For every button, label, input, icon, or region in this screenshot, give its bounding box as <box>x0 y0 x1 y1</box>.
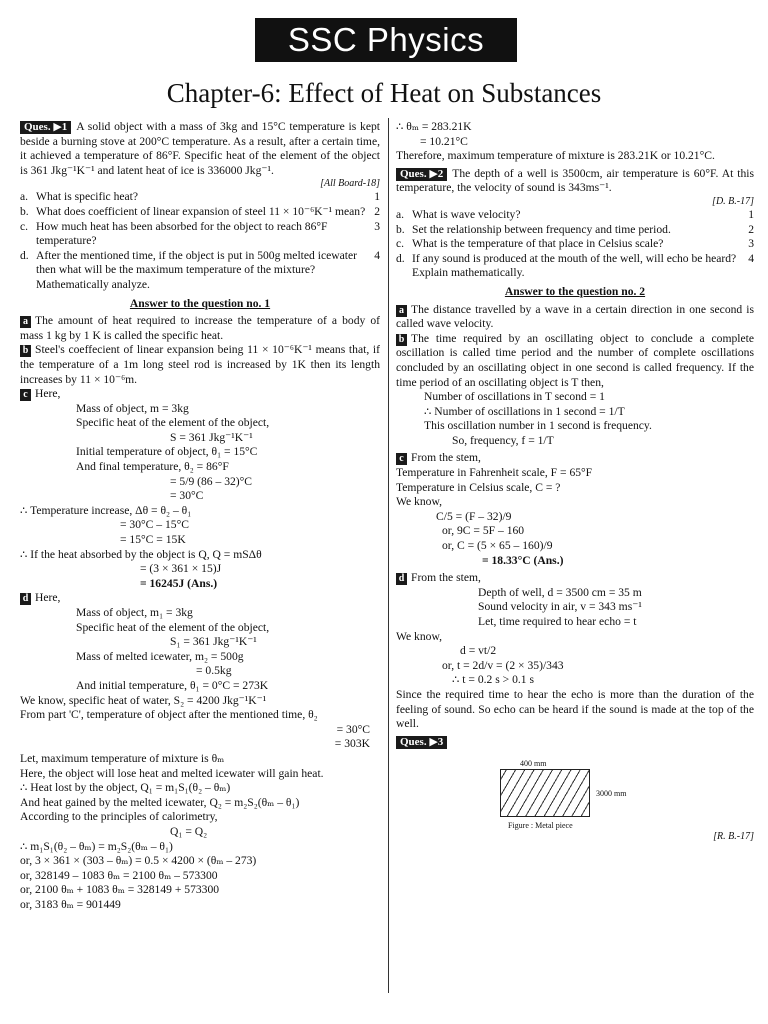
answer-1-heading: Answer to the question no. 1 <box>129 296 271 310</box>
answer-marker-d: d <box>20 593 31 605</box>
answer-2b-text: The time required by an oscillating object to conclude a complete oscillation is called time period and the number of complete oscillations concluded by an oscillating object in one second is called frequency. If the time period of an oscillating object is T then, <box>396 331 754 389</box>
work-line: Here, the object will lose heat and melted icewater will gain heat. <box>20 766 324 780</box>
work-line: = 18.33°C (Ans.) <box>482 553 564 567</box>
work-line: From the stem, <box>411 571 481 585</box>
answer-2a <box>396 303 754 332</box>
answer-2c <box>396 451 754 568</box>
work-line: Let, maximum temperature of mixture is θₘ <box>20 751 225 765</box>
work-line: Let, time required to hear echo = t <box>478 615 637 628</box>
work-line: = 10.21°C <box>420 134 468 148</box>
answer-2-conclusion: Since the required time to hear the echo is more than the duration of the feeling of sound. So echo can be heard if the sound is made at the top of the well. <box>396 687 754 731</box>
work-line: or, 2100 θₘ + 1083 θₘ = 328149 + 573300 <box>20 883 220 897</box>
work-line: Temperature in Celsius scale, C = ? <box>396 480 561 494</box>
question-1-item-d <box>20 249 380 293</box>
work-line: ∴ Heat lost by the object, Q₁ = m₁S₁(θ₂ – θₘ) <box>20 781 231 795</box>
metal-piece-shape <box>500 769 590 817</box>
item-text: After the mentioned time, if the object is put in 500g melted icewater then what will be the maximum temperature of the mixture? Mathematically analyze. <box>36 248 357 291</box>
question-2-item-d <box>396 252 754 281</box>
work-line: We know, specific heat of water, S₂ = 4200 Jkg⁻¹K⁻¹ <box>20 693 267 707</box>
work-line: or, 3183 θₘ = 901449 <box>20 897 121 911</box>
work-line: ∴ θₘ = 283.21K <box>396 120 472 133</box>
item-marks: 2 <box>374 204 380 218</box>
question-3-source: [R. B.-17] <box>713 831 754 843</box>
item-letter: d. <box>396 251 405 265</box>
item-letter: b. <box>20 204 29 218</box>
work-line: Here, <box>35 591 61 605</box>
item-letter: a. <box>20 190 29 204</box>
question-1-label: Ques. ▶1 <box>20 121 71 134</box>
work-line: or, 328149 – 1083 θₘ = 2100 θₘ – 573300 <box>20 868 218 882</box>
work-line: = 30°C <box>170 489 204 503</box>
item-marks: 3 <box>748 237 754 251</box>
left-column <box>20 120 380 912</box>
item-text: Set the relationship between frequency and time period. <box>412 222 671 236</box>
item-text: How much heat has been absorbed for the object to reach 86°F temperature? <box>36 219 328 248</box>
work-line: = 30°C – 15°C <box>120 518 189 532</box>
work-line: Q₁ = Q₂ <box>170 824 208 838</box>
item-text: What is the temperature of that place in Celsius scale? <box>412 237 664 251</box>
right-column <box>396 120 754 843</box>
answer-2-heading: Answer to the question no. 2 <box>504 284 646 298</box>
question-2-stem <box>396 167 754 196</box>
work-line: or, C = (5 × 65 – 160)/9 <box>442 539 553 553</box>
work-line: S = 361 Jkg⁻¹K⁻¹ <box>170 430 253 444</box>
work-line: or, t = 2d/v = (2 × 35)/343 <box>442 658 564 672</box>
answer-2d <box>396 571 754 732</box>
item-letter: c. <box>396 237 405 251</box>
answer-1b <box>20 343 380 387</box>
answer-1d-continued <box>396 120 754 164</box>
answer-marker-b: b <box>20 345 31 357</box>
work-line: This oscillation number in 1 second is frequency. <box>424 419 652 433</box>
answer-2b <box>396 332 754 390</box>
work-line: From part 'C', temperature of object after the mentioned time, θ₂ <box>20 708 318 722</box>
work-line: So, frequency, f = 1/T <box>452 433 554 447</box>
figure-caption: Figure : Metal piece <box>508 821 573 831</box>
work-line: = 16245J (Ans.) <box>140 576 218 590</box>
question-2-text: The depth of a well is 3500cm, air temperature is 60°F. At this temperature, the velocity of sound is 343ms⁻¹. <box>396 166 754 195</box>
question-1-stem <box>20 120 380 178</box>
answer-marker-a: a <box>396 305 407 317</box>
answer-1b-text: Steel's coeffecient of linear expansion being 11 × 10⁻⁶K⁻¹ means that, if the temperature of a 1m long steel rod is increased by 1K then its length increases by 11 × 10⁻⁶m. <box>20 343 380 386</box>
work-line: Number of oscillations in T second = 1 <box>424 390 605 404</box>
chapter-title: Chapter-6: Effect of Heat on Substances <box>166 78 602 108</box>
answer-1d <box>20 591 380 912</box>
figure-width-label: 400 mm <box>520 759 547 769</box>
subject-banner: SSC Physics <box>255 18 517 62</box>
item-marks: 3 <box>374 219 380 233</box>
answer-marker-d: d <box>396 573 407 585</box>
item-letter: d. <box>20 248 29 262</box>
answer-1a <box>20 314 380 343</box>
work-line: We know, <box>396 629 442 643</box>
work-line: = 0.5kg <box>196 664 232 678</box>
work-line: Mass of object, m₁ = 3kg <box>76 606 193 619</box>
answer-1-conclusion: Therefore, maximum temperature of mixture is 283.21K or 10.21°C. <box>396 149 715 163</box>
work-line: Mass of melted icewater, m₂ = 500g <box>76 649 244 663</box>
work-line: C/5 = (F – 32)/9 <box>436 509 512 523</box>
item-marks: 2 <box>748 222 754 236</box>
work-line: And initial temperature, θ₁ = 0°C = 273K <box>76 678 269 692</box>
work-line: ∴ Temperature increase, Δθ = θ₂ – θ₁ <box>20 503 192 517</box>
answer-1c <box>20 387 380 591</box>
answer-marker-c: c <box>396 453 407 465</box>
work-line: d = vt/2 <box>460 644 497 658</box>
item-marks: 1 <box>748 207 754 221</box>
item-marks: 4 <box>748 251 754 265</box>
answer-marker-b: b <box>396 334 407 346</box>
work-line: ∴ If the heat absorbed by the object is Q, Q = mSΔθ <box>20 547 262 561</box>
work-line: ∴ Number of oscillations in 1 second = 1/T <box>424 404 625 418</box>
answer-2a-text: The distance travelled by a wave in a certain direction in one second is called wave velocity. <box>396 302 754 331</box>
work-line: = 5/9 (86 – 32)°C <box>170 474 253 488</box>
item-text: What is wave velocity? <box>412 207 521 221</box>
question-3 <box>396 735 754 844</box>
item-marks: 4 <box>374 248 380 262</box>
item-text: What is specific heat? <box>36 190 139 204</box>
work-line: Initial temperature of object, θ₁ = 15°C <box>76 445 258 459</box>
question-2-label: Ques. ▶2 <box>396 168 447 181</box>
figure-height-label: 3000 mm <box>596 789 627 799</box>
work-line: ∴ t = 0.2 s > 0.1 s <box>452 673 534 687</box>
work-line: Sound velocity in air, v = 343 ms⁻¹ <box>478 600 642 614</box>
work-line: Here, <box>35 387 61 401</box>
work-line: = (3 × 361 × 15)J <box>140 562 222 576</box>
work-line: We know, <box>396 495 442 509</box>
work-line: Specific heat of the element of the object, <box>76 416 270 430</box>
work-line: = 303K <box>334 737 370 751</box>
question-2-item-c <box>396 237 754 252</box>
answer-1a-text: The amount of heat required to increase the temperature of a body of mass 1 kg by 1 K is called the specific heat. <box>20 314 380 342</box>
work-line: From the stem, <box>411 451 481 465</box>
question-2-source: [D. B.-17] <box>712 195 754 207</box>
work-line: ∴ m₁S₁(θ₂ – θₘ) = m₂S₂(θₘ – θ₁) <box>20 839 173 853</box>
work-line: or, 9C = 5F – 160 <box>442 524 525 538</box>
work-line: Mass of object, m = 3kg <box>76 401 189 415</box>
work-line: Depth of well, d = 3500 cm = 35 m <box>478 585 642 599</box>
question-2-item-b <box>396 223 754 238</box>
item-letter: b. <box>396 222 405 236</box>
column-divider <box>388 118 389 993</box>
question-1-item-a <box>20 190 380 205</box>
item-text: If any sound is produced at the mouth of the well, will echo be heard? Explain mathematically. <box>412 251 737 280</box>
work-line: And heat gained by the melted icewater, Q₂ = m₂S₂(θₘ – θ₁) <box>20 795 300 809</box>
question-2-item-a <box>396 208 754 223</box>
work-line: Specific heat of the element of the object, <box>76 620 270 634</box>
metal-piece-figure <box>492 757 672 831</box>
item-letter: a. <box>396 207 405 221</box>
work-line: According to the principles of calorimetry, <box>20 810 218 824</box>
question-1-text: A solid object with a mass of 3kg and 15°C temperature is kept beside a burning stove at 200°C temperature. As a result, after a certain time, it achieved a temperature of 86°F. Specific heat of the element of the object is 361 Jkg⁻¹K⁻¹ and latent heat of ice is 336000 Jkg⁻¹. <box>20 120 380 177</box>
question-1-item-c <box>20 220 380 249</box>
work-line: = 30°C <box>336 722 370 736</box>
work-line: S₁ = 361 Jkg⁻¹K⁻¹ <box>170 635 257 649</box>
work-line: or, 3 × 361 × (303 – θₘ) = 0.5 × 4200 × (θₘ – 273) <box>20 854 257 868</box>
answer-marker-c: c <box>20 389 31 401</box>
answer-marker-a: a <box>20 316 31 328</box>
item-marks: 1 <box>374 190 380 204</box>
work-line: Temperature in Fahrenheit scale, F = 65°F <box>396 466 593 480</box>
item-text: What does coefficient of linear expansion of steel 11 × 10⁻⁶K⁻¹ mean? <box>36 204 366 218</box>
question-3-label: Ques. ▶3 <box>396 736 447 749</box>
question-1-source: [All Board-18] <box>320 178 380 190</box>
question-1-item-b <box>20 205 380 220</box>
work-line: And final temperature, θ₂ = 86°F <box>76 460 229 474</box>
item-letter: c. <box>20 219 29 233</box>
work-line: = 15°C = 15K <box>120 533 186 547</box>
